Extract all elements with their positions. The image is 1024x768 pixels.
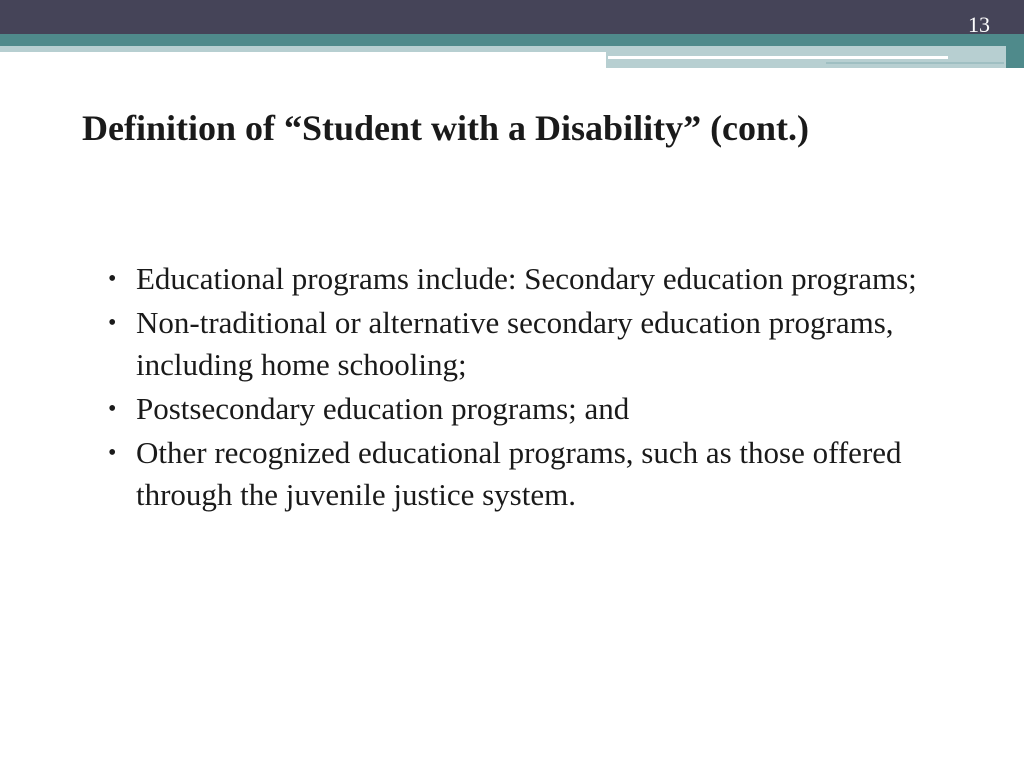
bullet-item xyxy=(100,432,970,516)
bullet-icon: • xyxy=(108,266,117,292)
bullet-text: Educational programs include: Secondary education programs; xyxy=(136,261,917,296)
bullet-text: Other recognized educational programs, such as those offered through the juvenile justice system. xyxy=(136,435,902,512)
header-accent-line xyxy=(826,62,1004,64)
header-light-bar-left xyxy=(0,46,606,52)
header-teal-bar xyxy=(0,34,1024,46)
bullet-icon: • xyxy=(108,310,117,336)
header-white-line xyxy=(608,56,948,59)
bullet-text: Postsecondary education programs; and xyxy=(136,391,630,426)
bullet-icon: • xyxy=(108,440,117,466)
bullet-list xyxy=(100,258,970,518)
slide-title: Definition of “Student with a Disability” (cont.) xyxy=(82,108,810,148)
header-dark-bar xyxy=(0,0,1024,34)
header-right-accent xyxy=(1006,46,1024,68)
bullet-icon: • xyxy=(108,396,117,422)
bullet-item xyxy=(100,388,970,430)
bullet-text: Non-traditional or alternative secondary education programs, including home schooling; xyxy=(136,305,894,382)
slide-number: 13 xyxy=(968,12,990,37)
bullet-item xyxy=(100,258,970,300)
bullet-item xyxy=(100,302,970,386)
